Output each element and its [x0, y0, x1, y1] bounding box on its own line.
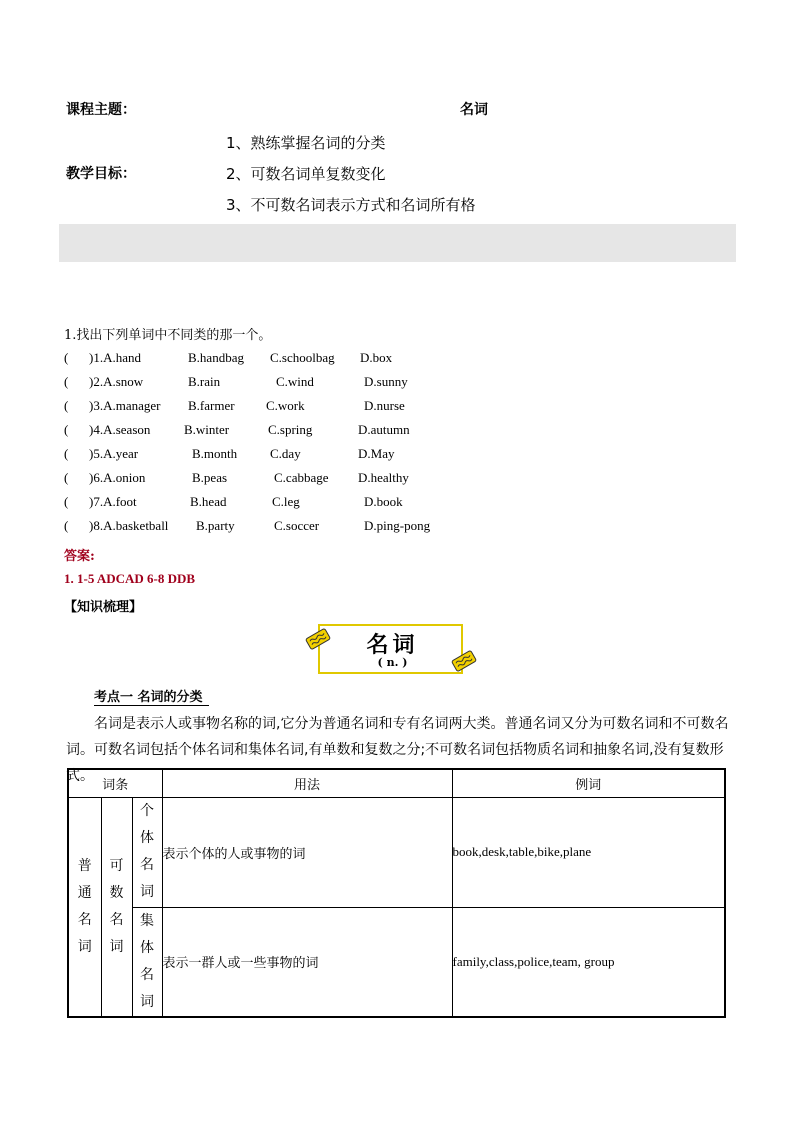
countable-noun-label: 可数名词	[109, 857, 124, 955]
question-option: C.schoolbag	[270, 350, 335, 365]
question-option: )3.A.manager	[89, 398, 161, 413]
answer-blank: (	[64, 494, 69, 509]
usage-cell: 表示一群人或一些事物的词	[162, 907, 452, 1017]
classification-paragraph: 名词是表示人或事物名称的词,它分为普通名词和专有名词两大类。普通名词又分为可数名词和不可数名词。可数名词包括个体名词和集体名词,有单数和复数之分;不可数名词包括物质名词和抽象名词,没有复数形式。	[66, 716, 729, 784]
question-option: )5.A.year	[89, 446, 139, 461]
answer-blank: (	[64, 518, 69, 533]
question-option: )2.A.snow	[89, 374, 144, 389]
goal-2: 2、可数名词单复数变化	[226, 165, 386, 183]
answer-blank: (	[64, 446, 69, 461]
question-option: C.day	[270, 446, 301, 461]
answer-blank: (	[64, 350, 69, 365]
question-option: B.head	[190, 494, 227, 509]
answer-blank: (	[64, 422, 69, 437]
individual-noun-cell	[132, 797, 162, 907]
question-option: B.party	[196, 518, 235, 533]
question-option: D.healthy	[358, 470, 409, 485]
badge-subtitle: ( n. )	[377, 656, 408, 669]
question-option: D.May	[358, 446, 395, 461]
question-option: D.autumn	[358, 422, 410, 437]
answer-blank: (	[64, 374, 69, 389]
question-option: C.cabbage	[274, 470, 329, 485]
question-option: B.handbag	[188, 350, 244, 365]
question-option: )1.A.hand	[89, 350, 141, 365]
decorative-ruler-icon	[305, 626, 331, 652]
question-option: B.rain	[188, 374, 221, 389]
question-option: C.soccer	[274, 518, 320, 533]
common-noun-label: 普通名词	[77, 857, 92, 955]
answer-blank: (	[64, 470, 69, 485]
question-option: D.ping-pong	[364, 518, 431, 533]
header-examples: 例词	[452, 769, 725, 797]
goal-3: 3、不可数名词表示方式和名词所有格	[226, 196, 476, 214]
collective-noun-cell	[132, 907, 162, 1017]
question-option: )7.A.foot	[89, 494, 137, 509]
common-noun-cell	[68, 797, 101, 1017]
question-option: B.month	[192, 446, 238, 461]
noun-badge	[318, 624, 463, 674]
question-option: C.work	[266, 398, 305, 413]
answer-label: 答案:	[64, 549, 95, 564]
knowledge-heading: 【知识梳理】	[64, 600, 143, 615]
decorative-ruler-icon	[451, 648, 477, 674]
question-option: D.nurse	[364, 398, 405, 413]
question-option: C.wind	[276, 374, 314, 389]
topic-label: 课程主题：	[66, 102, 136, 118]
gray-band	[59, 224, 736, 262]
collective-noun-label: 集体名词	[140, 912, 154, 1010]
exercise-title: 1.找出下列单词中不同类的那一个。	[64, 328, 272, 343]
answer-text: 1. 1-5 ADCAD 6-8 DDB	[64, 571, 196, 586]
goal-label: 教学目标：	[66, 166, 136, 182]
question-option: )6.A.onion	[89, 470, 146, 485]
question-option: )4.A.season	[89, 422, 151, 437]
usage-cell: 表示个体的人或事物的词	[162, 797, 452, 907]
countable-noun-cell	[101, 797, 132, 1017]
question-option: C.leg	[272, 494, 300, 509]
header-entry: 词条	[68, 769, 162, 797]
individual-noun-label: 个体名词	[140, 803, 154, 900]
question-option: D.sunny	[364, 374, 408, 389]
examples-cell: family,class,police,team, group	[452, 907, 725, 1017]
point-title: 考点一 名词的分类	[94, 686, 209, 706]
badge-title: 名词	[366, 633, 419, 658]
examples-cell: book,desk,table,bike,plane	[452, 797, 725, 907]
question-option: C.spring	[268, 422, 313, 437]
question-option: D.book	[364, 494, 403, 509]
question-option: B.peas	[192, 470, 228, 485]
question-option: D.box	[360, 350, 393, 365]
goal-1: 1、熟练掌握名词的分类	[226, 134, 386, 152]
question-option: B.winter	[184, 422, 230, 437]
header-usage: 用法	[162, 769, 452, 797]
answer-blank: (	[64, 398, 69, 413]
topic-value: 名词	[460, 102, 488, 118]
question-option: B.farmer	[188, 398, 235, 413]
noun-table	[67, 768, 726, 1018]
question-option: )8.A.basketball	[89, 518, 169, 533]
